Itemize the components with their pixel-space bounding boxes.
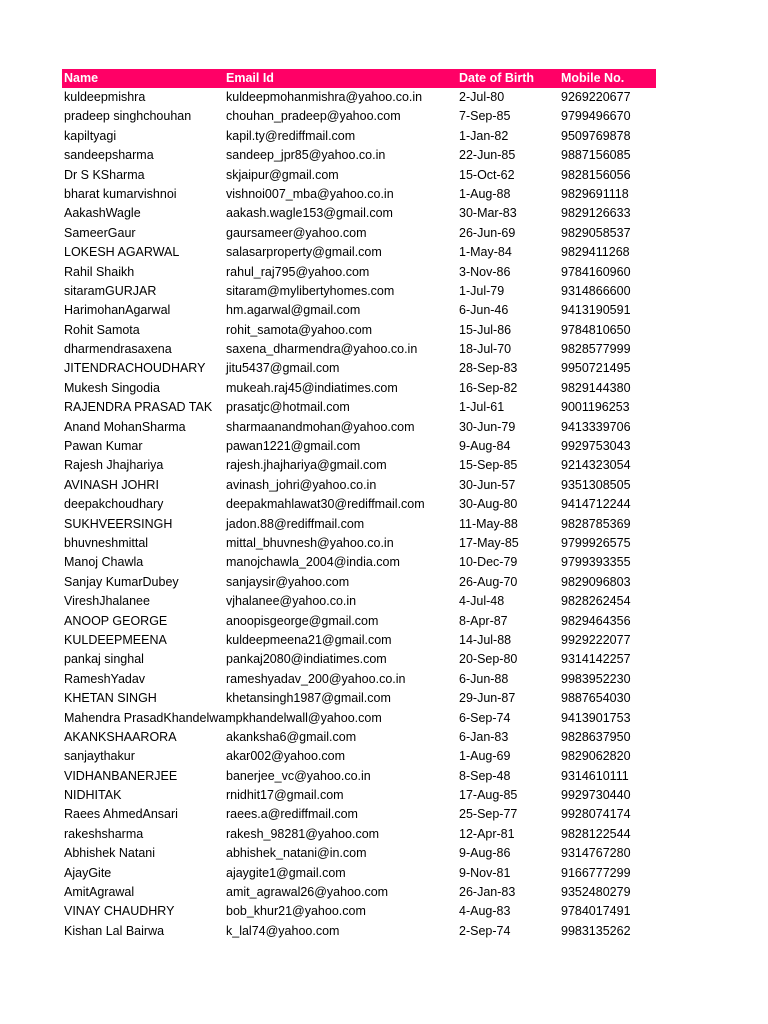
cell-name: sandeepsharma — [64, 148, 154, 163]
table-row — [62, 728, 656, 747]
cell-dob: 10-Dec-79 — [459, 555, 518, 570]
cell-dob: 1-Aug-69 — [459, 749, 511, 764]
column-header-name: Name — [64, 71, 99, 85]
cell-dob: 14-Jul-88 — [459, 632, 512, 647]
cell-name: kapiltyagi — [64, 128, 117, 143]
table-row — [62, 340, 656, 359]
cell-email: deepakmahlawat30@rediffmail.com — [226, 497, 425, 512]
cell-name: VireshJhalanee — [64, 594, 150, 609]
cell-dob: 9-Aug-84 — [459, 439, 511, 454]
cell-email: bob_khur21@yahoo.com — [226, 904, 366, 919]
cell-mobile: 9166777299 — [561, 865, 631, 880]
cell-email: rahul_raj795@yahoo.com — [226, 264, 370, 279]
cell-mobile: 9413190591 — [561, 303, 631, 318]
cell-name: RameshYadav — [64, 671, 146, 686]
cell-name: Anand MohanSharma — [64, 419, 186, 434]
cell-mobile: 9828262454 — [561, 594, 631, 609]
cell-name: HarimohanAgarwal — [64, 303, 171, 318]
cell-dob: 16-Sep-82 — [459, 380, 518, 395]
cell-dob: 26-Aug-70 — [459, 574, 518, 589]
cell-dob: 28-Sep-83 — [459, 361, 518, 376]
cell-mobile: 9829096803 — [561, 574, 631, 589]
cell-name: sanjaythakur — [64, 749, 135, 764]
table-row — [62, 650, 656, 669]
cell-mobile: 9414712244 — [561, 497, 631, 512]
cell-mobile: 9829464356 — [561, 613, 631, 628]
cell-email: sandeep_jpr85@yahoo.co.in — [226, 148, 386, 163]
cell-name: Manoj Chawla — [64, 555, 144, 570]
table-row — [62, 670, 656, 689]
cell-dob: 3-Nov-86 — [459, 264, 511, 279]
cell-name: bhuvneshmittal — [64, 535, 149, 550]
table-header-row — [62, 69, 656, 88]
cell-dob: 8-Sep-48 — [459, 768, 511, 783]
cell-mobile: 9983135262 — [561, 923, 631, 938]
cell-mobile: 9001196253 — [561, 400, 630, 415]
table-row — [62, 534, 656, 553]
cell-name: Mukesh Singodia — [64, 380, 160, 395]
table-row — [62, 204, 656, 223]
table-row — [62, 631, 656, 650]
cell-email: mittal_bhuvnesh@yahoo.co.in — [226, 535, 394, 550]
table-row — [62, 418, 656, 437]
cell-name: AVINASH JOHRI — [64, 477, 159, 492]
cell-email: sanjaysir@yahoo.com — [226, 574, 350, 589]
cell-email: jitu5437@gmail.com — [226, 361, 340, 376]
cell-name: Rohit Samota — [64, 322, 140, 337]
cell-mobile: 9829144380 — [561, 380, 631, 395]
cell-dob: 25-Sep-77 — [459, 807, 518, 822]
table-row — [62, 747, 656, 766]
cell-email: prasatjc@hotmail.com — [226, 400, 350, 415]
cell-name: RAJENDRA PRASAD TAK — [64, 400, 213, 415]
cell-email: kuldeepmohanmishra@yahoo.co.in — [226, 90, 423, 104]
cell-mobile: 9887156085 — [561, 148, 631, 163]
cell-name: pradeep singhchouhan — [64, 109, 192, 124]
cell-mobile: 9799393355 — [561, 555, 631, 570]
cell-name: Rajesh Jhajhariya — [64, 458, 164, 473]
cell-dob: 30-Jun-57 — [459, 477, 516, 492]
cell-name: Mahendra PrasadKhandelwampkhandelwall@yahoo.com — [64, 710, 382, 725]
cell-name: deepakchoudhary — [64, 497, 164, 512]
cell-name: Sanjay KumarDubey — [64, 574, 179, 589]
cell-dob: 2-Sep-74 — [459, 923, 511, 938]
cell-mobile: 9829411268 — [561, 245, 630, 260]
cell-mobile: 9799926575 — [561, 535, 631, 550]
cell-name: SUKHVEERSINGH — [64, 516, 173, 531]
table-row — [62, 612, 656, 631]
cell-name: Raees AhmedAnsari — [64, 807, 178, 822]
cell-dob: 26-Jan-83 — [459, 885, 516, 900]
cell-dob: 6-Jun-46 — [459, 303, 509, 318]
cell-dob: 7-Sep-85 — [459, 109, 511, 124]
cell-mobile: 9269220677 — [561, 90, 631, 104]
table-row — [62, 844, 656, 863]
cell-email: vjhalanee@yahoo.co.in — [226, 594, 357, 609]
table-row — [62, 224, 656, 243]
cell-mobile: 9950721495 — [561, 361, 631, 376]
cell-name: kuldeepmishra — [64, 90, 146, 104]
cell-mobile: 9784017491 — [561, 904, 631, 919]
table-row — [62, 456, 656, 475]
table-row — [62, 146, 656, 165]
cell-name: NIDHITAK — [64, 788, 122, 803]
cell-email: jadon.88@rediffmail.com — [226, 516, 365, 531]
table-body — [62, 88, 656, 941]
table-row — [62, 263, 656, 282]
cell-name: rakeshsharma — [64, 826, 144, 841]
cell-name: sitaramGURJAR — [64, 283, 157, 298]
cell-dob: 1-Jul-79 — [459, 283, 505, 298]
table-row — [62, 825, 656, 844]
cell-mobile: 9929753043 — [561, 439, 631, 454]
cell-dob: 9-Aug-86 — [459, 846, 511, 861]
cell-mobile: 9828577999 — [561, 342, 631, 357]
cell-mobile: 9314142257 — [561, 652, 631, 667]
cell-email: kapil.ty@rediffmail.com — [226, 128, 356, 143]
column-header-email: Email Id — [226, 71, 274, 85]
cell-email: manojchawla_2004@india.com — [226, 555, 400, 570]
table-row — [62, 767, 656, 786]
cell-email: rakesh_98281@yahoo.com — [226, 826, 380, 841]
cell-name: Dr S KSharma — [64, 167, 145, 182]
cell-dob: 15-Jul-86 — [459, 322, 512, 337]
cell-mobile: 9413339706 — [561, 419, 631, 434]
cell-mobile: 9928074174 — [561, 807, 631, 822]
table-row — [62, 398, 656, 417]
cell-mobile: 9314866600 — [561, 283, 631, 298]
cell-dob: 1-Jan-82 — [459, 128, 509, 143]
cell-mobile: 9214323054 — [561, 458, 631, 473]
cell-dob: 20-Sep-80 — [459, 652, 518, 667]
cell-email: avinash_johri@yahoo.co.in — [226, 477, 377, 492]
cell-mobile: 9983952230 — [561, 671, 631, 686]
cell-mobile: 9829126633 — [561, 206, 631, 221]
column-header-dob: Date of Birth — [459, 71, 534, 85]
cell-name: AmitAgrawal — [64, 885, 135, 900]
cell-dob: 17-Aug-85 — [459, 788, 518, 803]
cell-name: KHETAN SINGH — [64, 691, 157, 706]
cell-name: dharmendrasaxena — [64, 342, 172, 357]
cell-dob: 15-Oct-62 — [459, 167, 515, 182]
cell-email: pankaj2080@indiatimes.com — [226, 652, 387, 667]
table-row — [62, 166, 656, 185]
cell-name: LOKESH AGARWAL — [64, 245, 180, 260]
cell-mobile: 9413901753 — [561, 710, 631, 725]
cell-name: bharat kumarvishnoi — [64, 186, 177, 201]
cell-email: anoopisgeorge@gmail.com — [226, 613, 379, 628]
table-row — [62, 282, 656, 301]
cell-email: sharmaanandmohan@yahoo.com — [226, 419, 415, 434]
table-row — [62, 437, 656, 456]
cell-email: sitaram@mylibertyhomes.com — [226, 283, 395, 298]
table-row — [62, 359, 656, 378]
cell-email: rameshyadav_200@yahoo.co.in — [226, 671, 406, 686]
cell-dob: 26-Jun-69 — [459, 225, 516, 240]
cell-dob: 1-Aug-88 — [459, 186, 511, 201]
cell-name: KULDEEPMEENA — [64, 632, 167, 647]
cell-mobile: 9784810650 — [561, 322, 631, 337]
cell-email: aakash.wagle153@gmail.com — [226, 206, 393, 221]
cell-email: rnidhit17@gmail.com — [226, 788, 344, 803]
cell-email: vishnoi007_mba@yahoo.co.in — [226, 186, 394, 201]
cell-mobile: 9929222077 — [561, 632, 631, 647]
cell-email: mukeah.raj45@indiatimes.com — [226, 380, 398, 395]
cell-dob: 6-Jun-88 — [459, 671, 509, 686]
table-row — [62, 573, 656, 592]
cell-dob: 30-Aug-80 — [459, 497, 518, 512]
cell-mobile: 9828122544 — [561, 826, 631, 841]
cell-dob: 18-Jul-70 — [459, 342, 512, 357]
cell-email: k_lal74@yahoo.com — [226, 923, 340, 938]
cell-email: salasarproperty@gmail.com — [226, 245, 382, 260]
table-row — [62, 864, 656, 883]
cell-email: kuldeepmeena21@gmail.com — [226, 632, 392, 647]
table-row — [62, 592, 656, 611]
cell-dob: 8-Apr-87 — [459, 613, 508, 628]
cell-mobile: 9314610111 — [561, 768, 629, 783]
table-row — [62, 515, 656, 534]
cell-dob: 1-Jul-61 — [459, 400, 505, 415]
cell-dob: 30-Jun-79 — [459, 419, 516, 434]
table-row — [62, 127, 656, 146]
cell-mobile: 9829058537 — [561, 225, 631, 240]
cell-name: VIDHANBANERJEE — [64, 768, 178, 783]
table-row — [62, 107, 656, 126]
table-row — [62, 883, 656, 902]
cell-dob: 12-Apr-81 — [459, 826, 515, 841]
cell-email: rajesh.jhajhariya@gmail.com — [226, 458, 387, 473]
cell-name: VINAY CHAUDHRY — [64, 904, 175, 919]
cell-mobile: 9887654030 — [561, 691, 631, 706]
cell-email: akar002@yahoo.com — [226, 749, 346, 764]
cell-mobile: 9314767280 — [561, 846, 631, 861]
cell-mobile: 9784160960 — [561, 264, 631, 279]
table-row — [62, 902, 656, 921]
table-row — [62, 379, 656, 398]
cell-mobile: 9929730440 — [561, 788, 631, 803]
table-row — [62, 321, 656, 340]
table-row — [62, 689, 656, 708]
cell-dob: 30-Mar-83 — [459, 206, 517, 221]
cell-email: abhishek_natani@in.com — [226, 846, 367, 861]
cell-email: akanksha6@gmail.com — [226, 729, 357, 744]
cell-email: saxena_dharmendra@yahoo.co.in — [226, 342, 418, 357]
table-row — [62, 786, 656, 805]
cell-dob: 6-Jan-83 — [459, 729, 509, 744]
cell-name: Rahil Shaikh — [64, 264, 135, 279]
cell-mobile: 9829062820 — [561, 749, 631, 764]
cell-name: AjayGite — [64, 865, 112, 880]
cell-email: raees.a@rediffmail.com — [226, 807, 358, 822]
cell-name: Kishan Lal Bairwa — [64, 923, 165, 938]
cell-dob: 2-Jul-80 — [459, 90, 505, 104]
table-row — [62, 185, 656, 204]
cell-name: AKANKSHAARORA — [64, 729, 177, 744]
contacts-table — [62, 69, 656, 941]
cell-email: pawan1221@gmail.com — [226, 439, 361, 454]
cell-email: amit_agrawal26@yahoo.com — [226, 885, 389, 900]
cell-dob: 6-Sep-74 — [459, 710, 511, 725]
cell-mobile: 9352480279 — [561, 885, 631, 900]
cell-email: ajaygite1@gmail.com — [226, 865, 346, 880]
cell-mobile: 9829691118 — [561, 186, 629, 201]
cell-dob: 1-May-84 — [459, 245, 512, 260]
cell-name: Abhishek Natani — [64, 846, 156, 861]
table-row — [62, 922, 656, 941]
table-row — [62, 88, 656, 107]
table-row — [62, 805, 656, 824]
cell-name: Pawan Kumar — [64, 439, 143, 454]
table-row — [62, 495, 656, 514]
table-row — [62, 301, 656, 320]
cell-email: hm.agarwal@gmail.com — [226, 303, 361, 318]
table-row — [62, 553, 656, 572]
cell-name: JITENDRACHOUDHARY — [64, 361, 206, 376]
cell-email: banerjee_vc@yahoo.co.in — [226, 768, 371, 783]
cell-name: AakashWagle — [64, 206, 141, 221]
column-header-mobile: Mobile No. — [561, 71, 625, 85]
cell-mobile: 9799496670 — [561, 109, 631, 124]
cell-email: khetansingh1987@gmail.com — [226, 691, 391, 706]
cell-name: pankaj singhal — [64, 652, 144, 667]
cell-dob: 4-Jul-48 — [459, 594, 505, 609]
cell-email: rohit_samota@yahoo.com — [226, 322, 373, 337]
cell-dob: 11-May-88 — [459, 516, 518, 531]
cell-dob: 15-Sep-85 — [459, 458, 518, 473]
cell-dob: 29-Jun-87 — [459, 691, 516, 706]
cell-mobile: 9828637950 — [561, 729, 631, 744]
cell-mobile: 9351308505 — [561, 477, 631, 492]
cell-email: skjaipur@gmail.com — [226, 167, 339, 182]
table-row — [62, 709, 656, 728]
cell-dob: 4-Aug-83 — [459, 904, 511, 919]
table-row — [62, 476, 656, 495]
cell-email: chouhan_pradeep@yahoo.com — [226, 109, 401, 124]
cell-name: SameerGaur — [64, 225, 136, 240]
cell-dob: 22-Jun-85 — [459, 148, 516, 163]
table-row — [62, 243, 656, 262]
cell-mobile: 9828785369 — [561, 516, 631, 531]
cell-mobile: 9509769878 — [561, 128, 631, 143]
cell-dob: 9-Nov-81 — [459, 865, 511, 880]
cell-name: ANOOP GEORGE — [64, 613, 168, 628]
cell-email: gaursameer@yahoo.com — [226, 225, 367, 240]
cell-mobile: 9828156056 — [561, 167, 631, 182]
cell-dob: 17-May-85 — [459, 535, 519, 550]
